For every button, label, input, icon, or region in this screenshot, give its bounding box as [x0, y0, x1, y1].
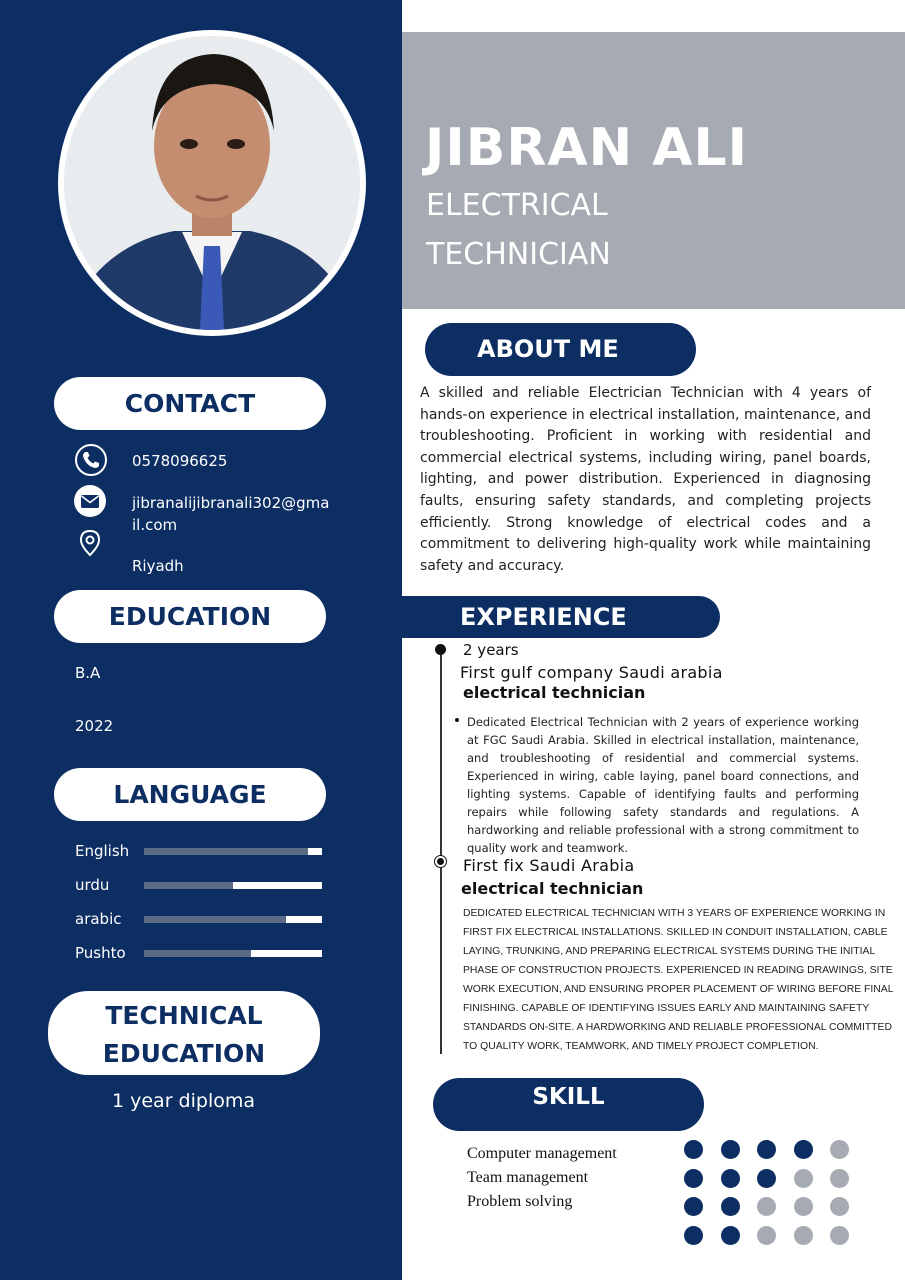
skill-rating-dot: [830, 1140, 849, 1159]
language-level-fill: [144, 916, 286, 923]
skill-rating-dot: [757, 1140, 776, 1159]
experience-company: First fix Saudi Arabia: [463, 856, 635, 875]
language-name: Pushto: [75, 944, 126, 962]
language-row: [75, 842, 325, 862]
education-heading: EDUCATION: [54, 590, 326, 643]
language-heading: LANGUAGE: [54, 768, 326, 821]
profile-photo-frame: [58, 30, 366, 336]
profile-photo: [64, 36, 360, 330]
experience-timeline: [440, 650, 442, 1054]
skill-rating-dot: [684, 1226, 703, 1245]
technical-education-heading-line2: EDUCATION: [102, 1039, 266, 1068]
language-level-bar: [144, 916, 322, 923]
candidate-role: ELECTRICAL TECHNICIAN: [426, 188, 611, 272]
experience-title: electrical technician: [461, 879, 644, 898]
skill-rating-dot: [684, 1169, 703, 1188]
language-name: arabic: [75, 910, 122, 928]
language-level-fill: [144, 950, 251, 957]
experience-heading: EXPERIENCE: [402, 596, 720, 638]
language-level-bar: [144, 950, 322, 957]
language-row: [75, 910, 325, 930]
skill-rating-dot: [794, 1140, 813, 1159]
skill-name: Problem solving: [467, 1193, 573, 1210]
email-icon: [73, 484, 107, 523]
location-pin-icon: [78, 529, 102, 562]
skill-rating-dot: [721, 1226, 740, 1245]
education-degree: B.A: [75, 664, 101, 682]
about-heading: ABOUT ME: [425, 323, 696, 376]
timeline-marker: [435, 856, 446, 867]
technical-education-heading: [48, 991, 320, 1075]
technical-education-heading-line1: TECHNICAL: [105, 1001, 263, 1030]
language-name: urdu: [75, 876, 110, 894]
skill-heading: SKILL: [433, 1078, 704, 1131]
education-year: 2022: [75, 717, 114, 735]
experience-company: First gulf company Saudi arabia: [460, 663, 723, 682]
skill-rating-dot: [794, 1226, 813, 1245]
skill-rating-dot: [684, 1140, 703, 1159]
skill-rating-dot: [721, 1197, 740, 1216]
skill-rating-dot: [830, 1169, 849, 1188]
skill-rating-dot: [757, 1226, 776, 1245]
experience-duration: 2 years: [463, 641, 519, 659]
timeline-marker: [435, 644, 446, 655]
language-level-fill: [144, 848, 308, 855]
language-name: English: [75, 842, 130, 860]
email-address[interactable]: jibranalijibranali302@gmail.com: [132, 494, 330, 534]
phone-icon: [74, 443, 108, 482]
skill-rating-dot: [830, 1226, 849, 1245]
skill-rating-dot: [721, 1140, 740, 1159]
language-row: [75, 876, 325, 896]
contact-heading: CONTACT: [54, 377, 326, 430]
skill-rating-dot: [684, 1197, 703, 1216]
skill-rating-dot: [757, 1197, 776, 1216]
language-row: [75, 944, 325, 964]
language-level-bar: [144, 848, 322, 855]
bullet-icon: [455, 718, 459, 722]
experience-description: Dedicated Electrical Technician with 2 years of experience working at FGC Saudi Arabia. Skilled in electrical installation, maintenance, and troubleshooting of residential and commercial systems. Experienced in wiring, cable laying, panel board connections, and lighting systems. Capable of identifying faults and performing repairs while following safety standards and regulations. A hardworking and reliable professional with a strong commitment to quality work and teamwork.: [467, 715, 859, 855]
skill-rating-dot: [757, 1169, 776, 1188]
skill-rating-dot: [794, 1197, 813, 1216]
language-level-fill: [144, 882, 233, 889]
location-text: Riyadh: [132, 557, 184, 575]
skill-name: Computer management: [467, 1145, 617, 1162]
language-level-bar: [144, 882, 322, 889]
skill-rating-dot: [794, 1169, 813, 1188]
experience-title: electrical technician: [463, 683, 646, 702]
phone-number[interactable]: 0578096625: [132, 452, 228, 470]
skill-rating-dot: [721, 1169, 740, 1188]
skill-name: Team management: [467, 1169, 589, 1186]
candidate-name: JIBRAN ALI: [425, 118, 748, 178]
about-text: A skilled and reliable Electrician Technician with 4 years of hands-on experience in electrical installation, maintenance, and troubleshooting. Proficient in working with residential and commercial electrical systems, including wiring, panel boards, lighting, and power distribution. Experienced in diagnosing faults, ensuring safety standards, and completing projects efficiently. Strong knowledge of electrical codes and a commitment to delivering high-quality work while maintaining safety and accuracy.: [420, 385, 871, 574]
skill-rating-dot: [830, 1197, 849, 1216]
technical-education-value: 1 year diploma: [112, 1090, 256, 1112]
experience-description: DEDICATED ELECTRICAL TECHNICIAN WITH 3 YEARS OF EXPERIENCE WORKING IN FIRST FIX ELECTRICAL INSTALLATIONS. SKILLED IN CONDUIT INSTALLATION, CABLE LAYING, TRUNKING, AND PREPARING ELECTRICAL SYSTEMS DURING THE INITIAL PHASE OF CONSTRUCTION PROJECTS. EXPERIENCED IN READING DRAWINGS, SITE WORK EXECUTION, AND ENSURING PROPER PLACEMENT OF WIRING BEFORE FINAL FINISHING. CAPABLE OF IDENTIFYING ISSUES EARLY AND MAINTAINING SAFETY STANDARDS ON-SITE. A HARDWORKING AND RELIABLE PROFESSIONAL COMMITTED TO QUALITY WORK, TEAMWORK, AND TIMELY PROJECT COMPLETION.: [463, 908, 894, 1052]
